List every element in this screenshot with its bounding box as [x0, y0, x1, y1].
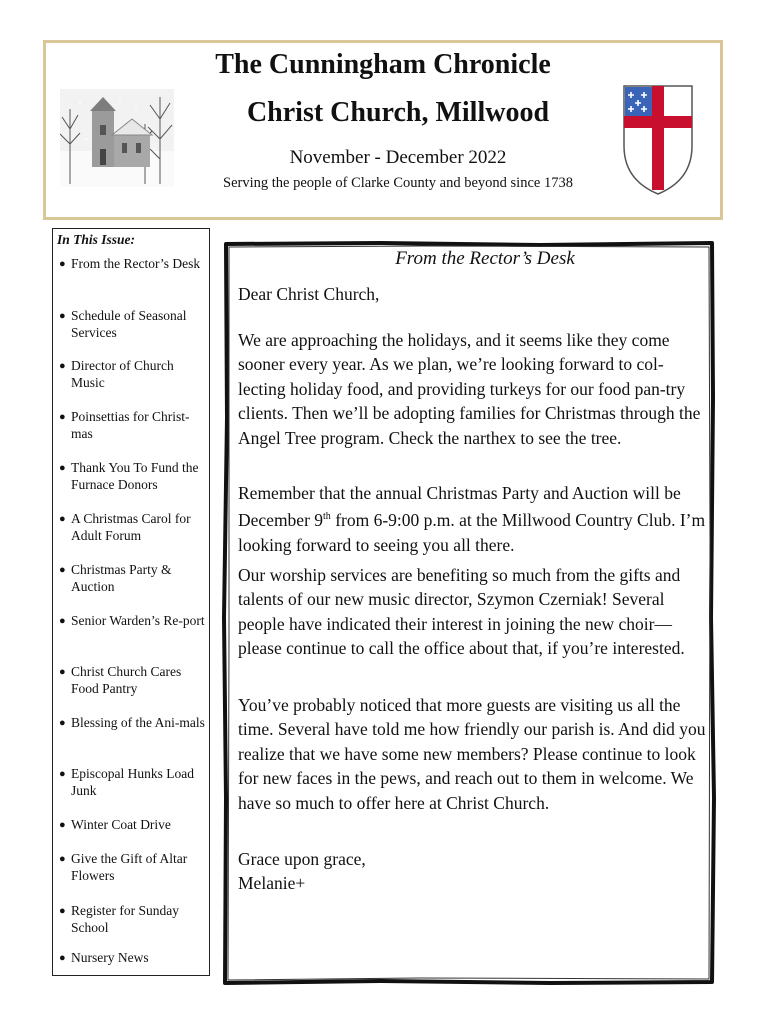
issue-date: November - December 2022: [289, 147, 507, 168]
bullet-icon: ●: [59, 666, 66, 678]
bullet-icon: ●: [59, 952, 66, 964]
bullet-icon: ●: [59, 258, 66, 270]
signature: Melanie+: [238, 873, 306, 894]
masthead: [43, 40, 723, 220]
bullet-icon: ●: [59, 905, 66, 917]
paragraph-2-text: Remember that the annual Christmas Party and Auction will be December 9: [238, 483, 681, 531]
bullet-icon: ●: [59, 853, 66, 865]
closing: [238, 847, 366, 896]
episcopal-shield-icon: [622, 84, 694, 196]
bullet-icon: ●: [59, 513, 66, 525]
in-this-issue-sidebar: In This Issue: ● From the Rector’s Desk ● Schedule of Seasonal Services ● Director of Church Music ● Poinsettias for Christ-mas ● Thank You To Fund the Furnace Donors ● A Christmas Carol for Adult Forum ● Christmas Party & Auction ● Senior Warden’s Re-port ● Christ Church Cares Food Pantry ● Blessing of the Ani-mals ● Episcopal Hunks Load Junk ● Winter Coat Drive ● Give the Gift of Altar Flowers ● Register for Sunday School ● Nursery News: [52, 228, 210, 976]
bullet-icon: ●: [59, 564, 66, 576]
paragraph-4: You’ve probably noticed that more guests are visiting us all the time. Several have told me how friendly our parish is. And did you realize that we have some new members? Please continue to look for new faces in the pews, and reach out to them in welcome. We have so much to offer here at Christ Church.: [238, 695, 706, 813]
sidebar-heading: In This Issue:: [57, 232, 136, 247]
closing-line: Grace upon grace,: [238, 849, 366, 869]
ordinal-suffix: th: [323, 511, 331, 523]
bullet-icon: ●: [59, 717, 66, 729]
bullet-icon: ●: [59, 411, 66, 423]
paragraph-2: [238, 481, 708, 557]
bullet-icon: ●: [59, 819, 66, 831]
paragraph-2-rest: from 6-9:00 p.m. at the Millwood Country Club. I’m looking forward to seeing you all there.: [238, 510, 706, 555]
newsletter-title: The Cunningham Chronicle: [215, 49, 551, 80]
church-name: Christ Church, Millwood: [246, 97, 550, 128]
bullet-icon: ●: [59, 360, 66, 372]
article-heading: From the Rector’s Desk: [395, 248, 575, 269]
paragraph-1: We are approaching the holidays, and it seems like they come sooner every year. As we plan, we’re looking forward to col-lecting holiday food, and providing turkeys for our food pan-try clients. Then we’ll be adopting families for Christmas through the Angel Tree program. Check the narthex to see the tree.: [238, 330, 701, 448]
bullet-icon: ●: [59, 768, 66, 780]
tagline: Serving the people of Clarke County and beyond since 1738: [223, 175, 573, 191]
bullet-icon: ●: [59, 310, 66, 322]
rector-letter-article: [220, 238, 718, 988]
paragraph-3: Our worship services are benefiting so much from the gifts and talents of our new music director, Szymon Czerniak! Several people have indicated their interest in joining the new choir—please continue to call the office about that, if you’re interested.: [238, 565, 685, 659]
bullet-icon: ●: [59, 462, 66, 474]
bullet-icon: ●: [59, 615, 66, 627]
salutation: Dear Christ Church,: [238, 284, 380, 304]
